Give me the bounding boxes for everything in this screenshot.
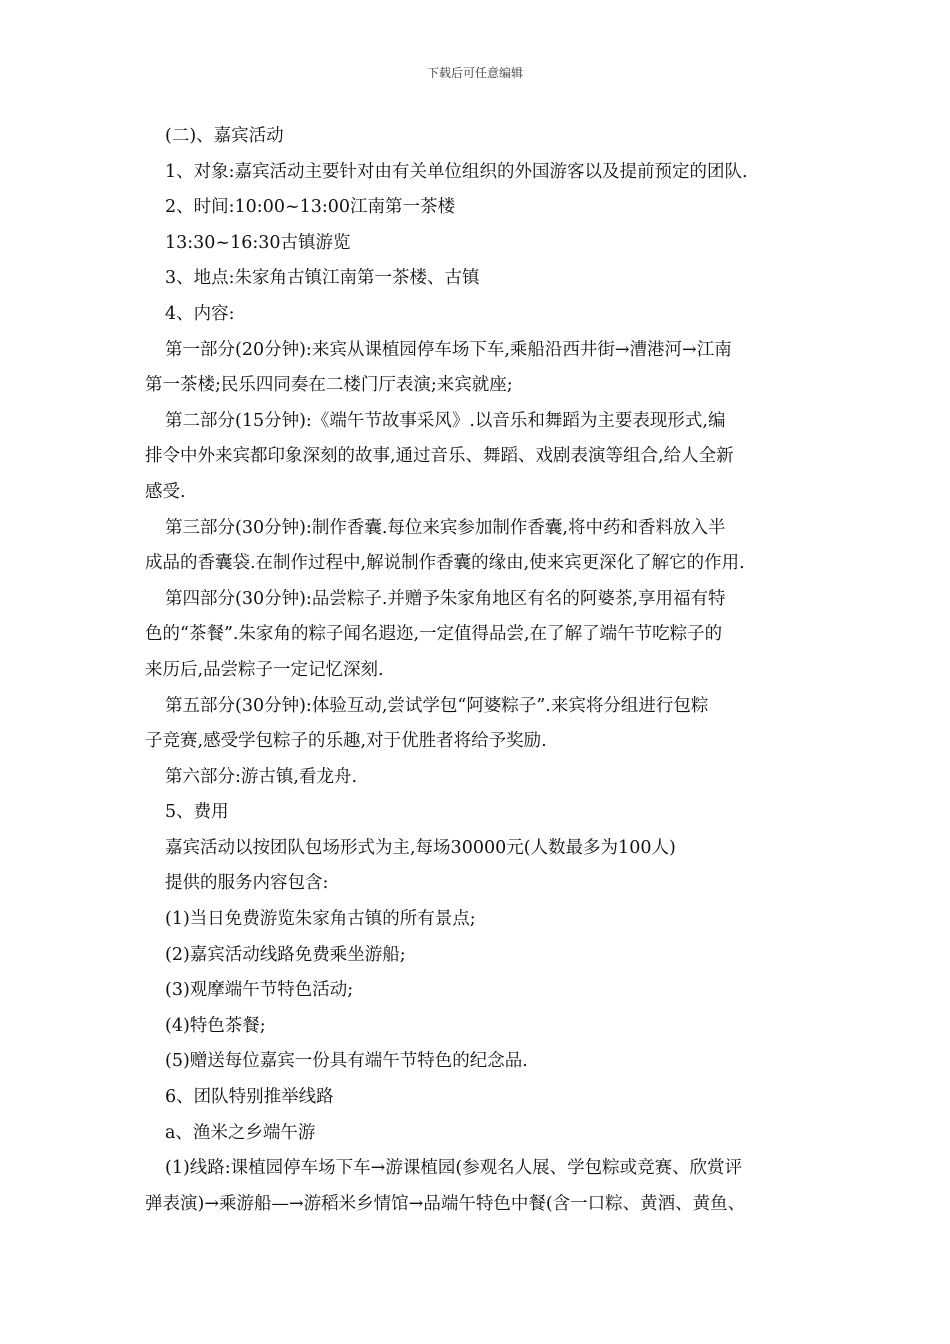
text-line: 1、对象:嘉宾活动主要针对由有关单位组织的外国游客以及提前预定的团队. xyxy=(165,161,748,182)
text-line: (2)嘉宾活动线路免费乘坐游船; xyxy=(165,944,406,965)
text-line: 第六部分:游古镇,看龙舟. xyxy=(165,766,358,787)
text-line: 成品的香囊袋.在制作过程中,解说制作香囊的缘由,使来宾更深化了解它的作用. xyxy=(145,553,745,574)
text-line: 排令中外来宾都印象深刻的故事,通过音乐、舞蹈、戏剧表演等组合,给人全新 xyxy=(145,446,734,467)
text-line: a、渔米之乡端午游 xyxy=(165,1122,316,1143)
text-line: (1)当日免费游览朱家角古镇的所有景点; xyxy=(165,909,476,930)
text-line: (二)、嘉宾活动 xyxy=(165,126,284,146)
text-line: 第五部分(30分钟):体验互动,尝试学包“阿婆粽子”.来宾将分组进行包粽 xyxy=(165,695,709,716)
text-line: 6、团队特别推举线路 xyxy=(165,1087,334,1108)
text-line: 5、费用 xyxy=(165,802,229,823)
text-line: 第三部分(30分钟):制作香囊.每位来宾参加制作香囊,将中药和香料放入半 xyxy=(165,517,726,538)
text-line: 感受. xyxy=(145,481,186,502)
text-line: 4、内容: xyxy=(165,303,235,324)
text-line: (4)特色茶餐; xyxy=(165,1015,266,1036)
text-line: (1)线路:课植园停车场下车→游课植园(参观名人展、学包粽或竞赛、欣赏评 xyxy=(165,1158,743,1179)
text-line: 嘉宾活动以按团队包场形式为主,每场30000元(人数最多为100人) xyxy=(165,837,676,858)
page-header: 下载后可任意编辑 xyxy=(426,66,523,80)
text-line: 提供的服务内容包含: xyxy=(165,873,329,894)
text-line: 第四部分(30分钟):品尝粽子.并赠予朱家角地区有名的阿婆茶,享用福有特 xyxy=(165,588,726,609)
text-line: 第一茶楼;民乐四同奏在二楼门厅表演;来宾就座; xyxy=(145,375,513,396)
text-line: 2、时间:10:00~13:00江南第一茶楼 xyxy=(165,197,456,218)
text-line: 13:30~16:30古镇游览 xyxy=(165,232,351,253)
text-line: (3)观摩端午节特色活动; xyxy=(165,980,354,1001)
text-line: 来历后,品尝粽子一定记忆深刻. xyxy=(145,659,384,680)
document-body xyxy=(145,119,817,1222)
text-line: 3、地点:朱家角古镇江南第一茶楼、古镇 xyxy=(165,268,480,289)
text-line: 第二部分(15分钟):《端午节故事采风》.以音乐和舞蹈为主要表现形式,编 xyxy=(165,410,726,431)
text-line: 弹表演)→乘游船—→游稻米乡情馆→品端午特色中餐(含一口粽、黄酒、黄鱼、 xyxy=(145,1193,746,1214)
text-line: (5)赠送每位嘉宾一份具有端午节特色的纪念品. xyxy=(165,1051,528,1072)
text-line: 子竞赛,感受学包粽子的乐趣,对于优胜者将给予奖励. xyxy=(145,731,547,752)
text-line: 第一部分(20分钟):来宾从课植园停车场下车,乘船沿西井街→漕港河→江南 xyxy=(165,339,732,360)
text-line: 色的“茶餐”.朱家角的粽子闻名遐迩,一定值得品尝,在了解了端午节吃粽子的 xyxy=(145,624,723,645)
